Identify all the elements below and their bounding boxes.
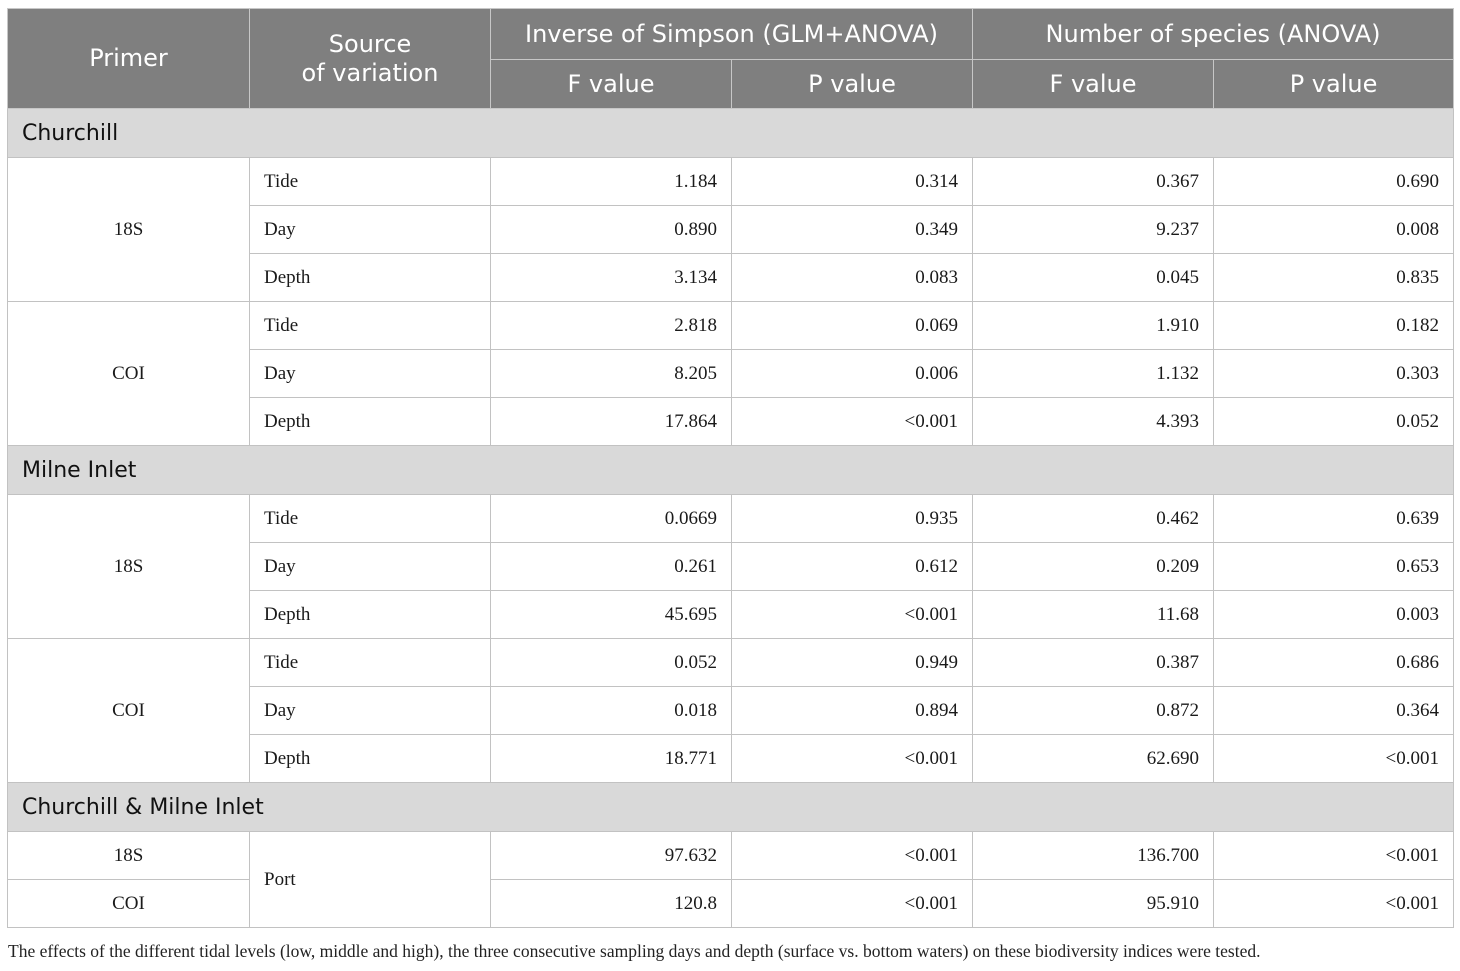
source-cell: Day (250, 206, 491, 254)
species-p-cell: 0.003 (1214, 591, 1454, 639)
table-row (8, 832, 1454, 880)
species-f-cell: 1.132 (973, 350, 1214, 398)
species-f-cell: 62.690 (973, 735, 1214, 783)
species-f-cell: 0.462 (973, 495, 1214, 543)
table-row (8, 302, 1454, 350)
section-row (8, 783, 1454, 832)
section-title: Milne Inlet (8, 446, 1454, 495)
species-f-cell: 95.910 (973, 880, 1214, 928)
table-row (8, 880, 1454, 928)
section-row (8, 109, 1454, 158)
species-f-header: F value (973, 60, 1214, 109)
species-p-cell: <0.001 (1214, 735, 1454, 783)
simpson-p-header: P value (732, 60, 973, 109)
species-f-cell: 9.237 (973, 206, 1214, 254)
primer-cell: COI (8, 639, 250, 783)
simpson-f-cell: 120.8 (491, 880, 732, 928)
table-body (8, 109, 1454, 928)
simpson-header: Inverse of Simpson (GLM+ANOVA) (491, 9, 973, 60)
simpson-f-cell: 17.864 (491, 398, 732, 446)
species-p-cell: 0.364 (1214, 687, 1454, 735)
source-cell: Day (250, 687, 491, 735)
species-p-header: P value (1214, 60, 1454, 109)
primer-cell: COI (8, 302, 250, 446)
species-p-cell: 0.690 (1214, 158, 1454, 206)
simpson-p-cell: <0.001 (732, 398, 973, 446)
table-row (8, 639, 1454, 687)
source-cell: Depth (250, 735, 491, 783)
simpson-p-cell: 0.935 (732, 495, 973, 543)
simpson-p-cell: 0.006 (732, 350, 973, 398)
species-p-cell: 0.835 (1214, 254, 1454, 302)
results-table (7, 8, 1454, 928)
table-row (8, 158, 1454, 206)
species-p-cell: 0.182 (1214, 302, 1454, 350)
simpson-p-cell: 0.612 (732, 543, 973, 591)
section-title: Churchill & Milne Inlet (8, 783, 1454, 832)
species-p-cell: 0.008 (1214, 206, 1454, 254)
simpson-f-cell: 0.018 (491, 687, 732, 735)
primer-cell: COI (8, 880, 250, 928)
simpson-p-cell: <0.001 (732, 735, 973, 783)
species-f-cell: 0.045 (973, 254, 1214, 302)
table-caption: The effects of the different tidal levels (low, middle and high), the three consecutive sampling days and depth (surface vs. bottom waters) on these biodiversity indices were tested. (8, 941, 1261, 961)
table-header (8, 9, 1454, 109)
simpson-f-header: F value (491, 60, 732, 109)
source-cell: Day (250, 350, 491, 398)
simpson-p-cell: 0.069 (732, 302, 973, 350)
primer-header: Primer (8, 9, 250, 109)
species-header: Number of species (ANOVA) (973, 9, 1454, 60)
species-f-cell: 0.367 (973, 158, 1214, 206)
simpson-f-cell: 8.205 (491, 350, 732, 398)
species-f-cell: 0.872 (973, 687, 1214, 735)
primer-cell: 18S (8, 158, 250, 302)
simpson-p-cell: 0.949 (732, 639, 973, 687)
source-header-line2: of variation (301, 58, 439, 87)
species-p-cell: <0.001 (1214, 832, 1454, 880)
species-p-cell: 0.052 (1214, 398, 1454, 446)
simpson-p-cell: <0.001 (732, 880, 973, 928)
simpson-p-cell: 0.349 (732, 206, 973, 254)
species-f-cell: 11.68 (973, 591, 1214, 639)
primer-cell: 18S (8, 832, 250, 880)
simpson-p-cell: 0.083 (732, 254, 973, 302)
source-header-line1: Source (328, 29, 412, 58)
species-p-cell: 0.639 (1214, 495, 1454, 543)
simpson-f-cell: 1.184 (491, 158, 732, 206)
source-cell: Depth (250, 398, 491, 446)
species-f-cell: 136.700 (973, 832, 1214, 880)
source-cell: Day (250, 543, 491, 591)
section-row (8, 446, 1454, 495)
simpson-p-cell: 0.314 (732, 158, 973, 206)
simpson-f-cell: 97.632 (491, 832, 732, 880)
simpson-f-cell: 0.052 (491, 639, 732, 687)
table-row (8, 495, 1454, 543)
species-p-cell: <0.001 (1214, 880, 1454, 928)
section-title: Churchill (8, 109, 1454, 158)
source-cell: Tide (250, 495, 491, 543)
species-p-cell: 0.653 (1214, 543, 1454, 591)
simpson-f-cell: 0.890 (491, 206, 732, 254)
source-cell: Depth (250, 254, 491, 302)
simpson-p-cell: <0.001 (732, 832, 973, 880)
primer-cell: 18S (8, 495, 250, 639)
source-header (250, 9, 491, 109)
results-table-container (7, 8, 1453, 928)
simpson-p-cell: 0.894 (732, 687, 973, 735)
simpson-f-cell: 3.134 (491, 254, 732, 302)
species-f-cell: 4.393 (973, 398, 1214, 446)
simpson-f-cell: 45.695 (491, 591, 732, 639)
source-cell: Tide (250, 302, 491, 350)
simpson-f-cell: 0.0669 (491, 495, 732, 543)
species-p-cell: 0.303 (1214, 350, 1454, 398)
simpson-f-cell: 18.771 (491, 735, 732, 783)
source-cell: Tide (250, 639, 491, 687)
simpson-f-cell: 2.818 (491, 302, 732, 350)
simpson-p-cell: <0.001 (732, 591, 973, 639)
species-f-cell: 0.387 (973, 639, 1214, 687)
source-cell: Tide (250, 158, 491, 206)
species-p-cell: 0.686 (1214, 639, 1454, 687)
species-f-cell: 0.209 (973, 543, 1214, 591)
source-cell: Port (250, 832, 491, 928)
species-f-cell: 1.910 (973, 302, 1214, 350)
simpson-f-cell: 0.261 (491, 543, 732, 591)
source-cell: Depth (250, 591, 491, 639)
